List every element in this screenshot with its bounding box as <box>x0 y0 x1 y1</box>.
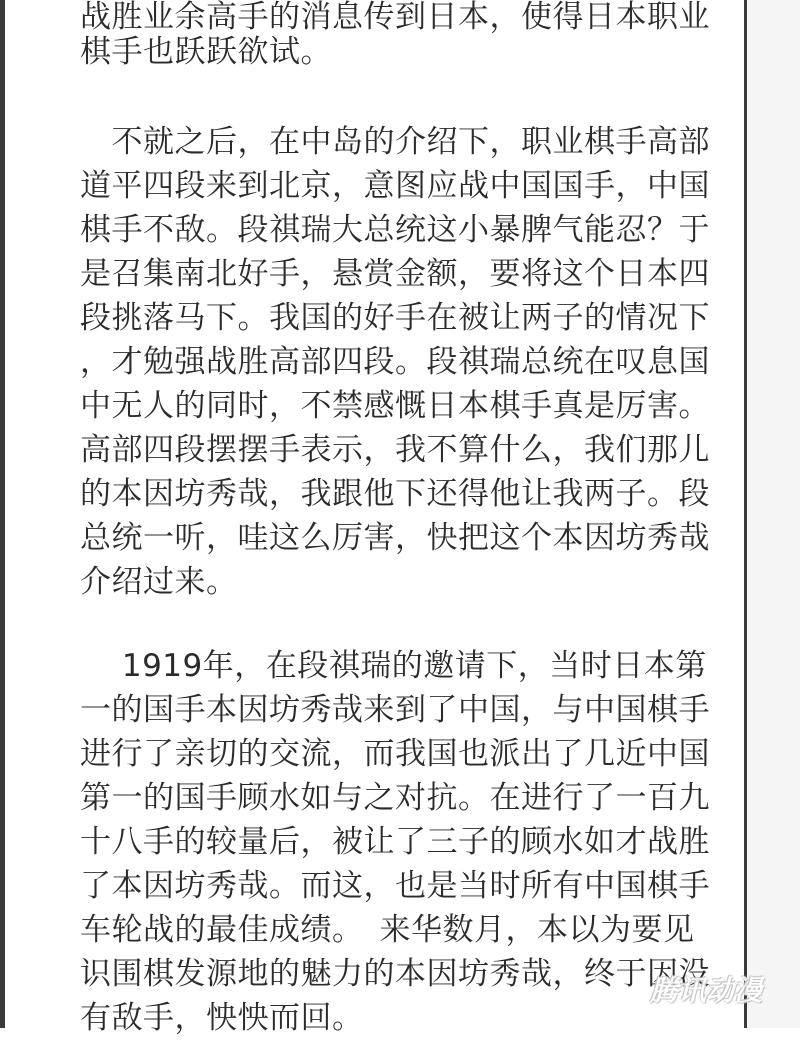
text-line: 棋手也跃跃欲试。 <box>80 34 332 70</box>
text-line: 总统一听，哇这么厉害，快把这个本因坊秀哉 <box>80 520 710 556</box>
right-margin <box>747 0 800 1028</box>
text-line: 车轮战的最佳成绩。 来华数月，本以为要见 <box>80 912 695 948</box>
text-line: 不就之后，在中岛的介绍下，职业棋手高部 <box>80 124 710 160</box>
text-line: 十八手的较量后，被让了三子的顾水如才战胜 <box>80 824 710 860</box>
text-line: 第一的国手顾水如与之对抗。在进行了一百九 <box>80 780 710 816</box>
text-line: 识围棋发源地的魅力的本因坊秀哉，终于因没 <box>80 956 710 992</box>
text-line: 进行了亲切的交流，而我国也派出了几近中国 <box>80 736 710 772</box>
text-line: 有敌手，怏怏而回。 <box>80 1000 364 1036</box>
text-line: 高部四段摆摆手表示，我不算什么，我们那儿 <box>80 432 710 468</box>
text-line: 棋手不敌。段祺瑞大总统这小暴脾气能忍？于 <box>80 212 710 248</box>
left-frame-border <box>0 0 5 1028</box>
text-line: 中无人的同时，不禁感慨日本棋手真是厉害。 <box>80 388 710 424</box>
text-line: 了本因坊秀哉。而这，也是当时所有中国棋手 <box>80 868 710 904</box>
text-line: 道平四段来到北京，意图应战中国国手，中国 <box>80 168 710 204</box>
text-line: 是召集南北好手，悬赏金额，要将这个日本四 <box>80 256 710 292</box>
text-line: 战胜业余高手的消息传到日本，使得日本职业 <box>80 0 710 35</box>
tencent-comic-watermark: 腾讯动漫 <box>650 974 763 1007</box>
text-line: 段挑落马下。我国的好手在被让两子的情况下 <box>80 300 710 336</box>
text-line: 1919年，在段祺瑞的邀请下，当时日本第 <box>80 648 707 684</box>
text-line: 介绍过来。 <box>80 564 238 600</box>
text-line: 一的国手本因坊秀哉来到了中国，与中国棋手 <box>80 692 710 728</box>
text-line: ，才勉强战胜高部四段。段祺瑞总统在叹息国 <box>80 344 710 380</box>
text-line: 的本因坊秀哉，我跟他下还得他让我两子。段 <box>80 476 710 512</box>
